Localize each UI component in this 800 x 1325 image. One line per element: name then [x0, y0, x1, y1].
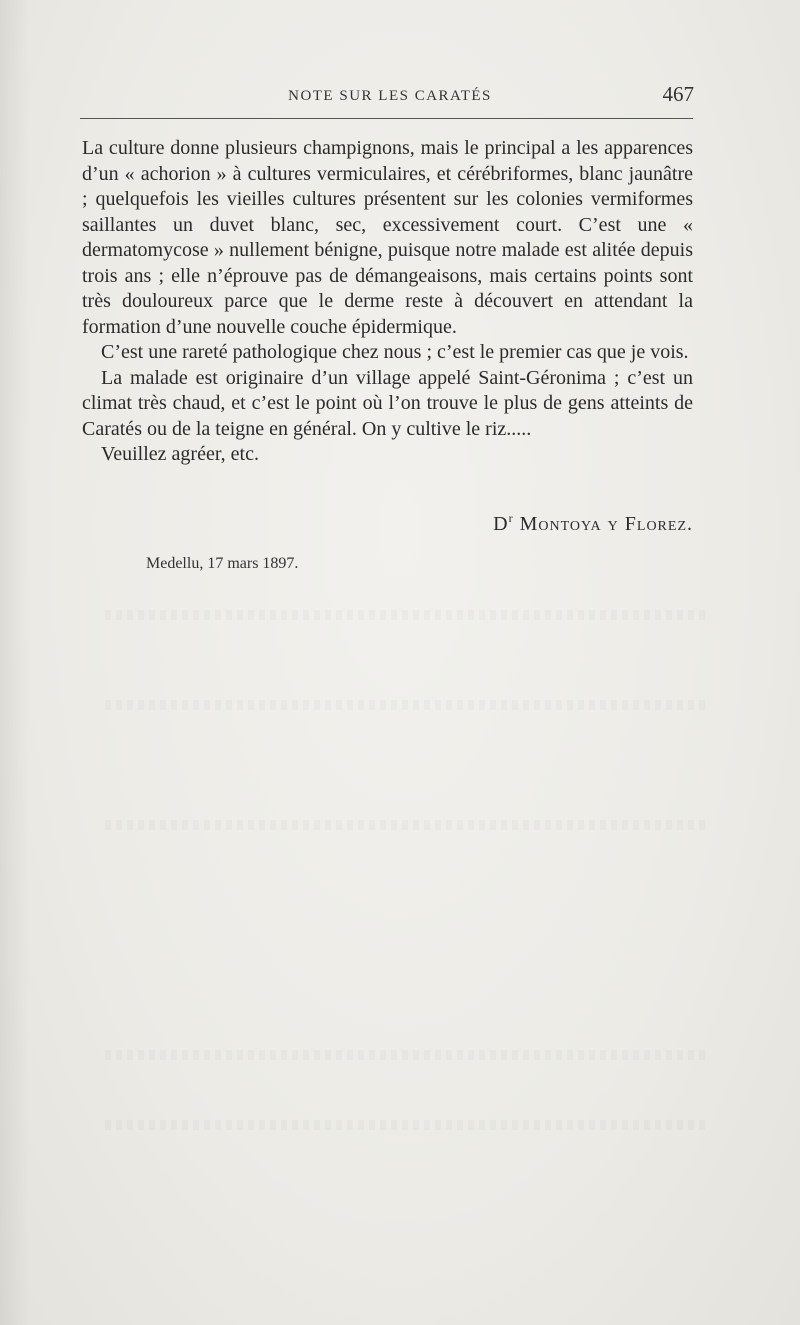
- signature-title-sup: r: [508, 511, 514, 525]
- running-title: NOTE SUR LES CARATÉS: [288, 88, 492, 104]
- running-head: [80, 84, 700, 114]
- page-number: 467: [662, 82, 694, 106]
- signature-title-initial: D: [493, 513, 509, 535]
- signature-name: Montoya y Florez.: [519, 513, 693, 535]
- signature: [493, 511, 693, 536]
- paragraph: La malade est originaire d’un village appelé Saint-Géronima ; c’est un climat très chaud, et c’est le point où l’on trouve le plus de gens atteints de Caratés ou de la teigne en général. On y cultive le riz.....: [82, 366, 693, 440]
- body-text: [82, 136, 693, 468]
- place-date: Medellu, 17 mars 1897.: [146, 555, 299, 572]
- page-edge-shadow: [0, 0, 30, 1325]
- show-through: [105, 1050, 705, 1060]
- show-through: [105, 610, 705, 620]
- show-through: [105, 700, 705, 710]
- paragraph: La culture donne plusieurs champignons, mais le principal a les apparences d’un « achorion » à cultures vermiculaires, et cérébriformes, blanc jaunâtre ; quelquefois les vieilles cultures présentent sur les colonies vermiformes saillantes un duvet blanc, sec, excessivement court. C’est une « dermatomycose » nullement bénigne, puisque notre malade est alitée depuis trois ans ; elle n’éprouve pas de démangeaisons, mais certains points sont très douloureux parce que le derme reste à découvert en attendant la formation d’une nouvelle couche épidermique.: [82, 137, 693, 338]
- show-through: [105, 1120, 705, 1130]
- signature-title: [493, 513, 513, 535]
- paragraph: Veuillez agréer, etc.: [101, 443, 259, 465]
- header-rule: [80, 118, 693, 119]
- paragraph: C’est une rareté pathologique chez nous ; c’est le premier cas que je vois.: [101, 341, 689, 363]
- show-through: [105, 820, 705, 830]
